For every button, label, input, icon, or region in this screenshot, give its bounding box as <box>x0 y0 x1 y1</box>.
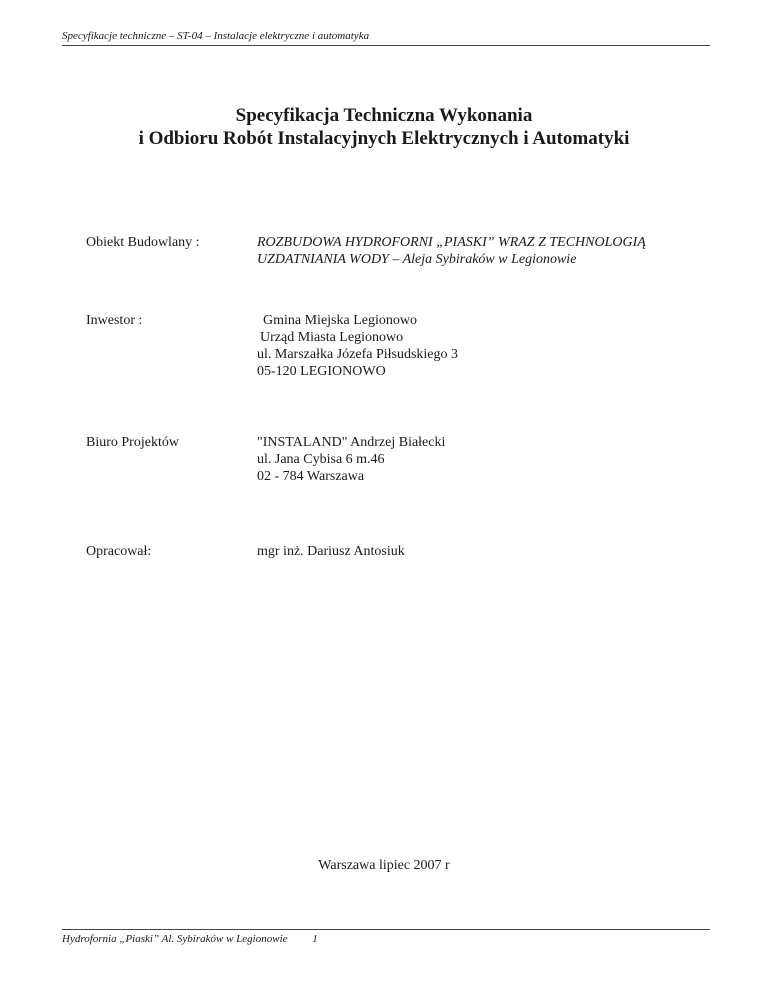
document-title <box>0 104 768 150</box>
biuro-value <box>257 434 445 485</box>
inwestor-line-3: ul. Marszałka Józefa Piłsudskiego 3 <box>257 347 459 362</box>
opracowal-value: mgr inż. Dariusz Antosiuk <box>257 544 405 559</box>
inwestor-value <box>257 312 458 380</box>
obiekt-label: Obiekt Budowlany : <box>86 235 200 250</box>
biuro-label: Biuro Projektów <box>86 435 179 450</box>
title-line-1: Specyfikacja Techniczna Wykonania <box>235 105 533 126</box>
inwestor-line-4: 05-120 LEGIONOWO <box>257 364 386 379</box>
page-number: 1 <box>312 933 318 945</box>
inwestor-label: Inwestor : <box>86 313 143 328</box>
obiekt-line-2: UZDATNIANIA WODY – Aleja Sybiraków w Legionowie <box>257 252 577 267</box>
inwestor-line-1: Gmina Miejska Legionowo <box>263 313 417 328</box>
biuro-line-3: 02 - 784 Warszawa <box>257 469 365 484</box>
obiekt-value <box>257 234 646 268</box>
page-footer <box>62 929 710 945</box>
issue-date: Warszawa lipiec 2007 r <box>318 858 450 873</box>
footer-text: Hydrofornia „Piaski” Al. Sybiraków w Legionowie <box>62 933 288 945</box>
opracowal-label: Opracował: <box>86 544 152 559</box>
inwestor-line-2: Urząd Miasta Legionowo <box>260 330 404 345</box>
biuro-line-1: "INSTALAND" Andrzej Białecki <box>257 435 446 450</box>
biuro-line-2: ul. Jana Cybisa 6 m.46 <box>257 452 385 467</box>
page-header <box>62 30 710 46</box>
title-line-2: i Odbioru Robót Instalacyjnych Elektrycznych i Automatyki <box>138 128 630 149</box>
header-text: Specyfikacje techniczne – ST-04 – Instalacje elektryczne i automatyka <box>62 30 370 42</box>
obiekt-line-1: ROZBUDOWA HYDROFORNI „PIASKI” WRAZ Z TECHNOLOGIĄ <box>257 235 646 250</box>
